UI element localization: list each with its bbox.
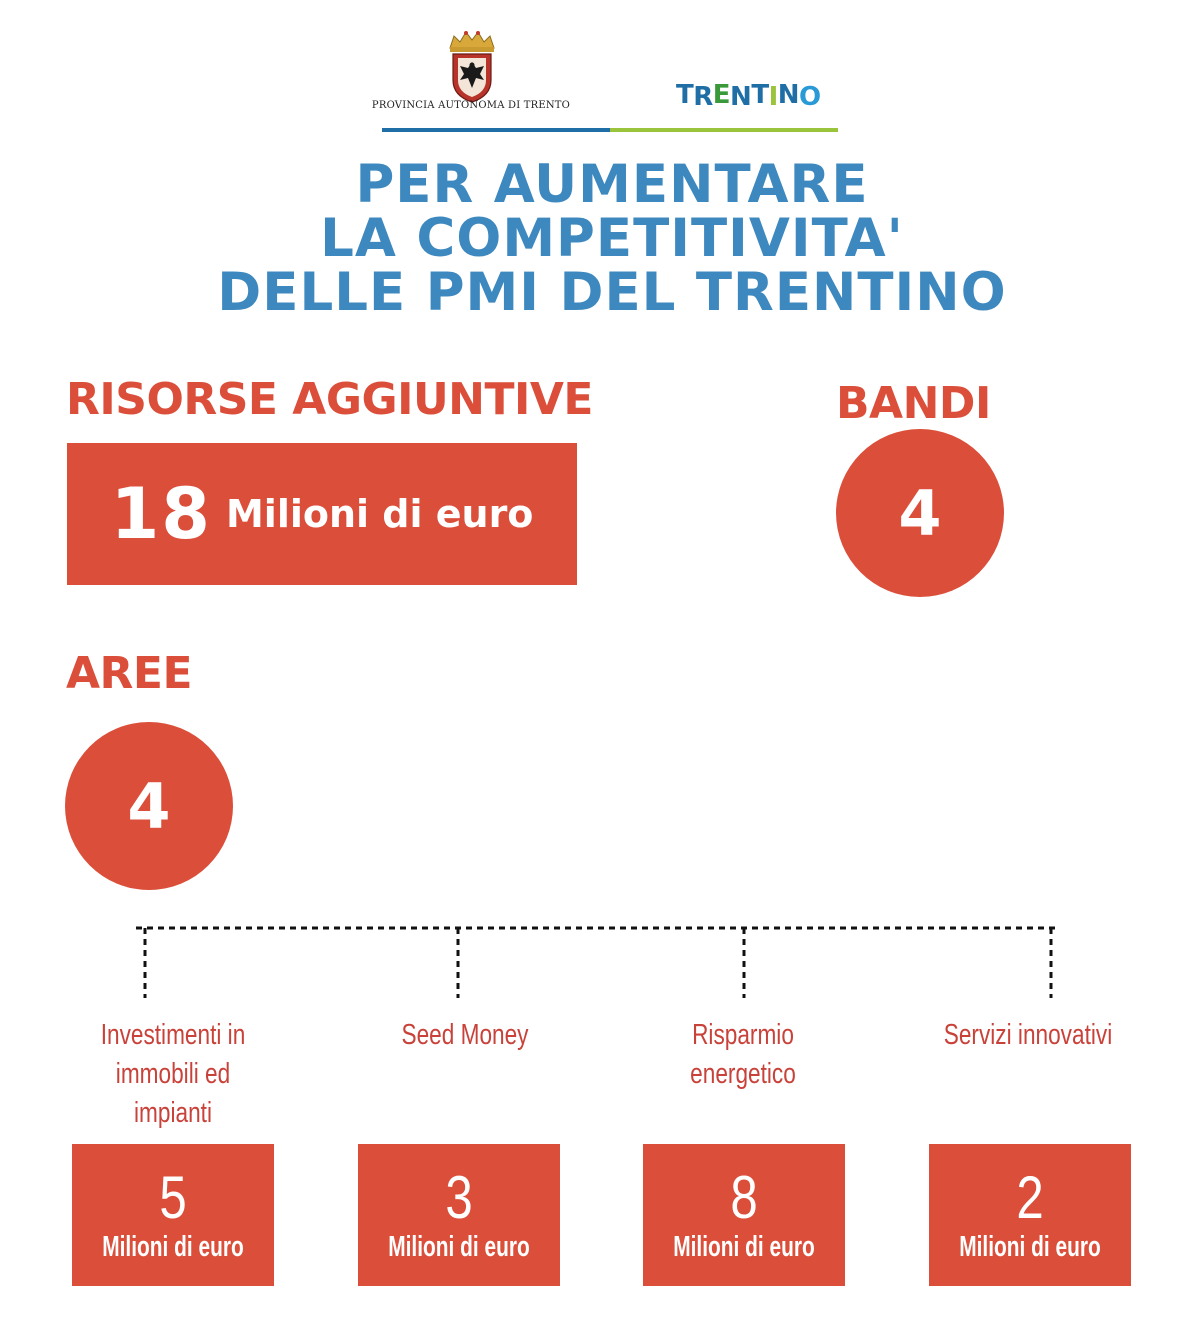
logo-letter: N (777, 80, 800, 110)
amount-unit: Milioni di euro (673, 1231, 815, 1263)
logo-letter: T (751, 80, 769, 110)
bandi-heading: BANDI (836, 378, 991, 429)
logo-letter: I (768, 82, 778, 112)
header (0, 0, 1200, 140)
coat-of-arms-logo (440, 28, 504, 104)
amount-value: 3 (445, 1164, 473, 1231)
amount-box (643, 1144, 845, 1286)
risorse-value: 18 (110, 473, 212, 555)
area-label: Servizi innovativi (943, 1019, 1113, 1051)
amount-unit: Milioni di euro (388, 1231, 530, 1263)
risorse-box (67, 443, 577, 585)
area-label: Risparmio energetico (690, 1019, 796, 1090)
amount-value: 2 (1016, 1164, 1044, 1231)
logo-letter: T (676, 80, 694, 110)
amount-value: 5 (159, 1164, 187, 1231)
aree-circle (65, 722, 233, 890)
logo-letter: E (712, 80, 731, 110)
risorse-unit: Milioni di euro (225, 492, 534, 536)
logo-letter: O (799, 82, 821, 112)
province-name: PROVINCIA AUTONOMA DI TRENTO (371, 100, 571, 111)
page-title (0, 154, 1200, 323)
area-label: Seed Money (401, 1019, 529, 1051)
amount-box (358, 1144, 560, 1286)
title-line: PER AUMENTARE (355, 154, 869, 215)
amount-value: 8 (730, 1164, 758, 1231)
amount-unit: Milioni di euro (959, 1231, 1101, 1263)
title-line: DELLE PMI DEL TRENTINO (217, 262, 1007, 323)
aree-heading: AREE (66, 648, 193, 699)
title-line: LA COMPETITIVITA' (320, 208, 904, 269)
bandi-value: 4 (898, 476, 942, 550)
bandi-circle (836, 429, 1004, 597)
aree-value: 4 (127, 769, 171, 843)
amount-box (929, 1144, 1131, 1286)
logo-letter: R (693, 82, 713, 112)
logo-letter: N (730, 82, 752, 112)
trentino-logo (676, 80, 821, 110)
amount-box (72, 1144, 274, 1286)
header-divider (382, 128, 838, 132)
risorse-heading: RISORSE AGGIUNTIVE (66, 374, 593, 425)
amount-unit: Milioni di euro (102, 1231, 244, 1263)
area-label: Investimenti in immobili ed impianti (100, 1019, 246, 1129)
